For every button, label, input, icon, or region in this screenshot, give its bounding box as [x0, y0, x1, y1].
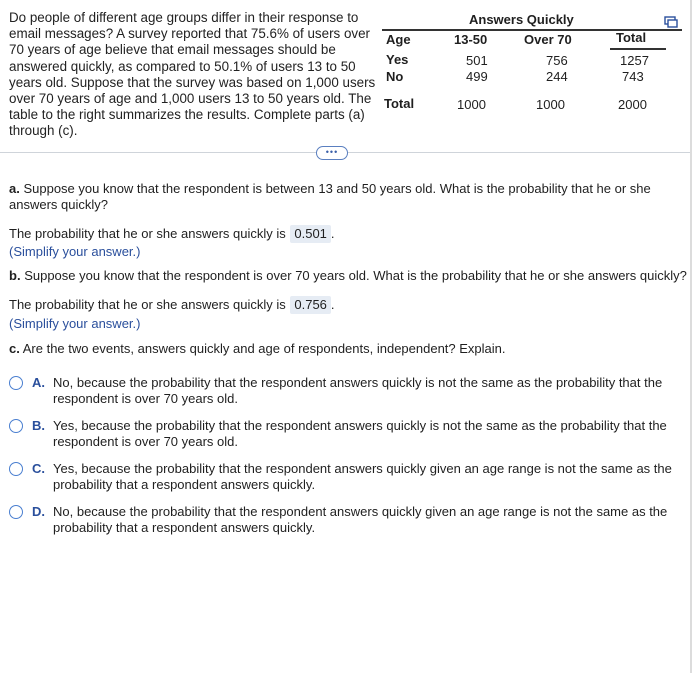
radio-button[interactable] — [9, 505, 23, 519]
option-letter: A. — [32, 375, 45, 390]
part-b-answer-suffix: . — [330, 297, 335, 312]
radio-button[interactable] — [9, 419, 23, 433]
table-cell: 244 — [546, 69, 568, 84]
part-c-question — [9, 341, 506, 357]
part-c-label: c. — [9, 341, 20, 356]
table-rule-total — [610, 48, 666, 50]
table-col-header: Over 70 — [524, 32, 572, 47]
part-b-answer-box[interactable]: 0.756 — [290, 296, 331, 314]
option-letter: C. — [32, 461, 45, 476]
radio-button[interactable] — [9, 462, 23, 476]
table-row-label: Total — [384, 96, 415, 111]
part-a-hint: (Simplify your answer.) — [9, 244, 141, 259]
option-text: Yes, because the probability that the respondent answers quickly given an age range is not the same as the probability that a respondent answers quickly. — [53, 461, 672, 492]
part-a-answer-suffix: . — [330, 226, 335, 241]
table-row-header: Age — [386, 32, 411, 47]
table-cell: 1000 — [457, 97, 486, 112]
option-letter: B. — [32, 418, 45, 433]
part-a-answer-prefix: The probability that he or she answers quickly is — [9, 226, 286, 241]
table-col-header: Total — [616, 30, 647, 45]
table-cell: 1000 — [536, 97, 565, 112]
panel-border — [690, 0, 692, 673]
option-text: No, because the probability that the respondent answers quickly given an age range is not the same as the probability that a respondent answers quickly. — [53, 504, 668, 535]
part-c-text: Are the two events, answers quickly and age of respondents, independent? Explain. — [22, 341, 506, 356]
part-a-text: Suppose you know that the respondent is between 13 and 50 years old. What is the probability that he or she answers quickly? — [9, 181, 651, 212]
part-a-answer-box[interactable]: 0.501 — [290, 225, 331, 243]
table-row-label: Yes — [386, 52, 409, 67]
option-letter: D. — [32, 504, 45, 519]
option-text: No, because the probability that the respondent answers quickly is not the same as the probability that the respondent is over 70 years old. — [53, 375, 663, 406]
expand-button[interactable]: ••• — [316, 146, 348, 160]
table-col-header: 13-50 — [454, 32, 488, 47]
part-a-question — [9, 181, 669, 213]
part-b-answer-line — [9, 296, 335, 314]
part-a-label: a. — [9, 181, 20, 196]
part-b-label: b. — [9, 268, 21, 283]
table-cell: 501 — [466, 53, 488, 68]
table-group-header: Answers Quickly — [469, 12, 574, 27]
copy-icon[interactable] — [664, 16, 678, 28]
table-cell: 499 — [466, 69, 488, 84]
part-b-question — [9, 268, 687, 284]
radio-button[interactable] — [9, 376, 23, 390]
part-b-text: Suppose you know that the respondent is over 70 years old. What is the probability that he or she answers quickly? — [24, 268, 687, 283]
table-cell: 1257 — [620, 53, 649, 68]
part-b-answer-prefix: The probability that he or she answers quickly is — [9, 297, 286, 312]
table-cell: 2000 — [618, 97, 647, 112]
option-text: Yes, because the probability that the respondent answers quickly is not the same as the probability that the respondent is over 70 years old. — [53, 418, 667, 449]
table-cell: 756 — [546, 53, 568, 68]
part-b-hint: (Simplify your answer.) — [9, 316, 141, 331]
table-cell: 743 — [622, 69, 644, 84]
table-row-label: No — [386, 69, 404, 84]
problem-statement: Do people of different age groups differ in their response to email messages? A survey reported that 75.6% of users over 70 years of age believe that email messages should be answered quickly, as compared to 50.1% of users 13 to 50 years old. Suppose that the survey was based on 1,000 users over 70 years of age and 1,000 users 13 to 50 years old. The table to the right summarizes the results. Complete parts (a) through (c). — [9, 10, 376, 139]
part-a-answer-line — [9, 225, 335, 243]
